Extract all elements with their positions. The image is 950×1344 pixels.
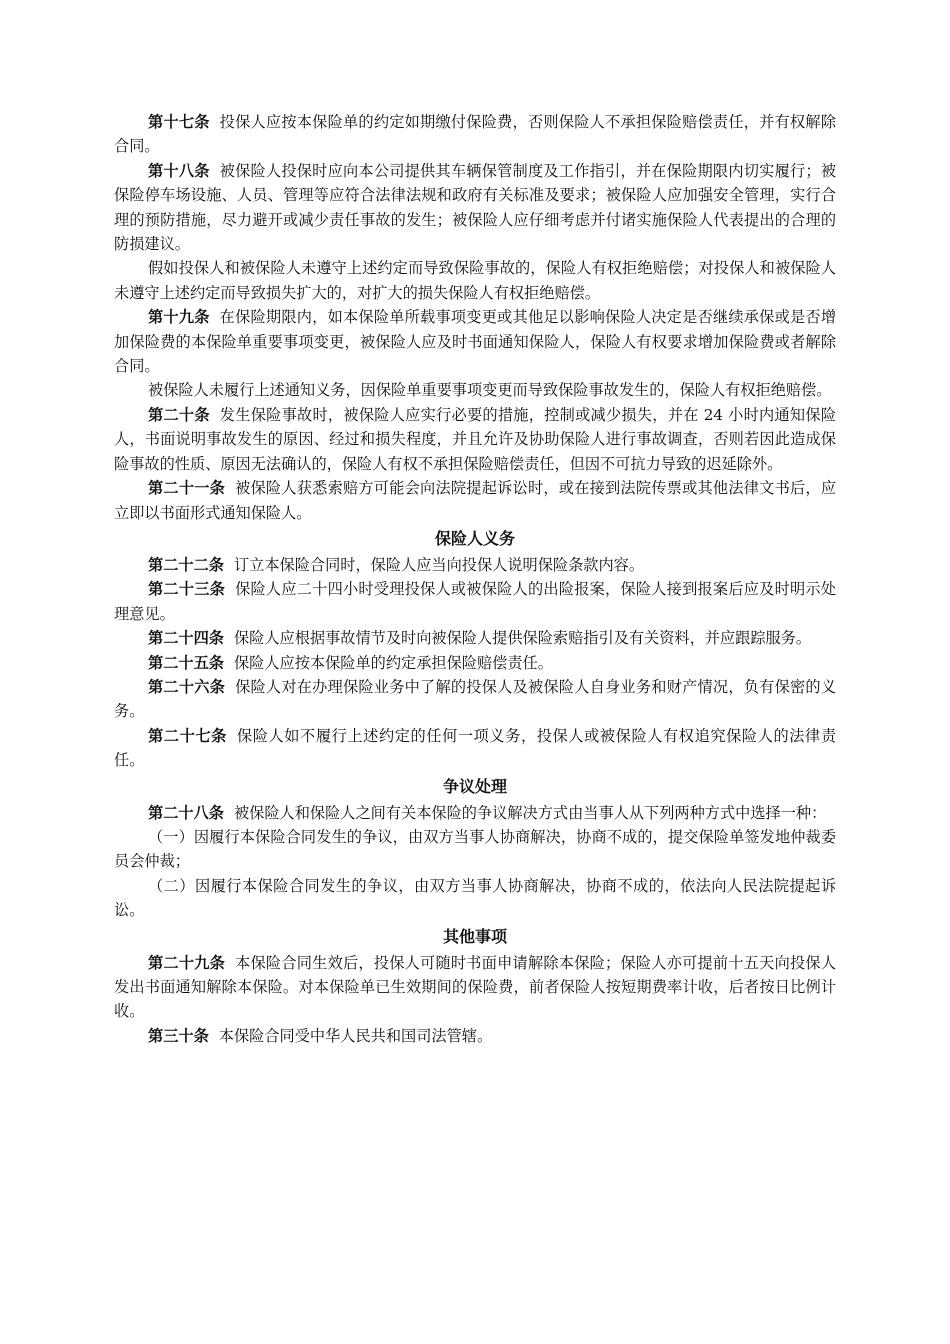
article-number: 第十九条 bbox=[148, 308, 210, 327]
article-text: 在保险期限内，如本保险单所载事项变更或其他足以影响保险人决定是否继续承保或是否增加保险费的本保险单重要事项变更，被保险人应及时书面通知保险人，保险人有权要求增加保险费或者解除合同。 bbox=[114, 308, 837, 376]
article-number: 第二十条 bbox=[148, 405, 210, 424]
article-text: 投保人应按本保险单的约定如期缴付保险费，否则保险人不承担保险赔偿责任，并有权解除合同。 bbox=[114, 113, 837, 156]
article-text: 被保险人投保时应向本公司提供其车辆保管制度及工作指引，并在保险期限内切实履行；被保险停车场设施、人员、管理等应符合法律法规和政府有关标准及要求；被保险人应加强安全管理，实行合理的预防措施，尽力避开或减少责任事故的发生；被保险人应仔细考虑并付诸实施保险人代表提出的合理的防损建议。 bbox=[114, 161, 837, 254]
article-text: 被保险人获悉索赔方可能会向法院提起诉讼时，或在接到法院传票或其他法律文书后，应立即以书面形式通知保险人。 bbox=[114, 479, 837, 522]
article-26 bbox=[114, 675, 836, 724]
section-heading: 其他事项 bbox=[442, 926, 507, 946]
article-number: 第二十九条 bbox=[148, 953, 226, 972]
section-heading: 争议处理 bbox=[442, 776, 507, 796]
section-other-matters bbox=[114, 923, 836, 1049]
article-30 bbox=[114, 1024, 836, 1048]
section-dispute-resolution bbox=[114, 773, 836, 923]
article-number: 第二十七条 bbox=[148, 726, 227, 745]
article-19 bbox=[114, 305, 836, 378]
paragraph-text: 假如投保人和被保险人未遵守上述约定而导致保险事故的，保险人有权拒绝赔偿；对投保人和被保险人未遵守上述约定而导致损失扩大的，对扩大的损失保险人有权拒绝赔偿。 bbox=[114, 259, 836, 302]
section-heading: 保险人义务 bbox=[434, 528, 515, 548]
article-18-continued bbox=[114, 256, 836, 305]
paragraph-text: （一）因履行本保险合同发生的争议，由双方当事人协商解决，协商不成的，提交保险单签发地仲裁委员会仲裁； bbox=[114, 827, 836, 871]
dispute-option-2 bbox=[114, 874, 836, 923]
article-text: 保险人应二十四小时受理投保人或被保险人的出险报案，保险人接到报案后应及时明示处理意见。 bbox=[114, 580, 837, 623]
article-number: 第二十三条 bbox=[148, 580, 226, 599]
dispute-option-1 bbox=[114, 825, 836, 874]
paragraph-text: （二）因履行本保险合同发生的争议，由双方当事人协商解决，协商不成的，依法向人民法院提起诉讼。 bbox=[114, 876, 836, 920]
paragraph-text: 被保险人未履行上述通知义务，因保险单重要事项变更而导致保险事故发生的，保险人有权拒绝赔偿。 bbox=[148, 381, 832, 400]
article-17 bbox=[114, 110, 836, 159]
section-insured-obligations bbox=[114, 110, 836, 525]
article-text: 被保险人和保险人之间有关本保险的争议解决方式由当事人从下列两种方式中选择一种： bbox=[233, 803, 827, 822]
section-insurer-obligations bbox=[114, 525, 836, 773]
article-text: 发生保险事故时，被保险人应实行必要的措施，控制或减少损失，并在 24 小时内通知保险人，书面说明事故发生的原因、经过和损失程度，并且允许及协助保险人进行事故调查，否则若因此造成保险事故的性质、原因无法确认的，保险人有权不承担保险赔偿责任，但因不可抗力导致的迟延除外。 bbox=[114, 405, 837, 473]
article-text: 保险人如不履行上述约定的任何一项义务，投保人或被保险人有权追究保险人的法律责任。 bbox=[114, 726, 836, 770]
article-19-continued bbox=[114, 378, 836, 402]
article-18 bbox=[114, 159, 836, 257]
article-number: 第二十四条 bbox=[148, 629, 224, 648]
article-text: 保险人应根据事故情节及时向被保险人提供保险索赔指引及有关资料，并应跟踪服务。 bbox=[233, 629, 812, 648]
article-number: 第二十二条 bbox=[148, 555, 224, 574]
article-number: 第三十条 bbox=[148, 1026, 209, 1045]
article-number: 第二十五条 bbox=[148, 653, 224, 672]
article-25 bbox=[114, 651, 836, 675]
article-27 bbox=[114, 724, 836, 773]
article-text: 保险人对在办理保险业务中了解的投保人及被保险人自身业务和财产情况，负有保密的义务。 bbox=[114, 677, 837, 721]
article-number: 第二十一条 bbox=[148, 479, 226, 498]
article-text: 本保险合同受中华人民共和国司法管辖。 bbox=[218, 1026, 493, 1045]
article-20 bbox=[114, 403, 836, 476]
article-number: 第二十八条 bbox=[148, 803, 224, 822]
article-23 bbox=[114, 577, 836, 626]
article-21 bbox=[114, 476, 836, 525]
article-text: 保险人应按本保险单的约定承担保险赔偿责任。 bbox=[233, 653, 553, 672]
article-29 bbox=[114, 951, 836, 1024]
article-24 bbox=[114, 626, 836, 650]
article-text: 订立本保险合同时，保险人应当向投保人说明保险条款内容。 bbox=[233, 555, 644, 574]
article-number: 第二十六条 bbox=[148, 677, 226, 696]
article-28 bbox=[114, 801, 836, 825]
article-22 bbox=[114, 553, 836, 577]
article-text: 本保险合同生效后，投保人可随时书面申请解除本保险；保险人亦可提前十五天向投保人发出书面通知解除本保险。对本保险单已生效期间的保险费，前者保险人按短期费率计收，后者按日比例计收。 bbox=[114, 953, 837, 1021]
article-number: 第十八条 bbox=[148, 161, 210, 180]
article-number: 第十七条 bbox=[148, 113, 210, 131]
document-page bbox=[114, 110, 836, 1048]
